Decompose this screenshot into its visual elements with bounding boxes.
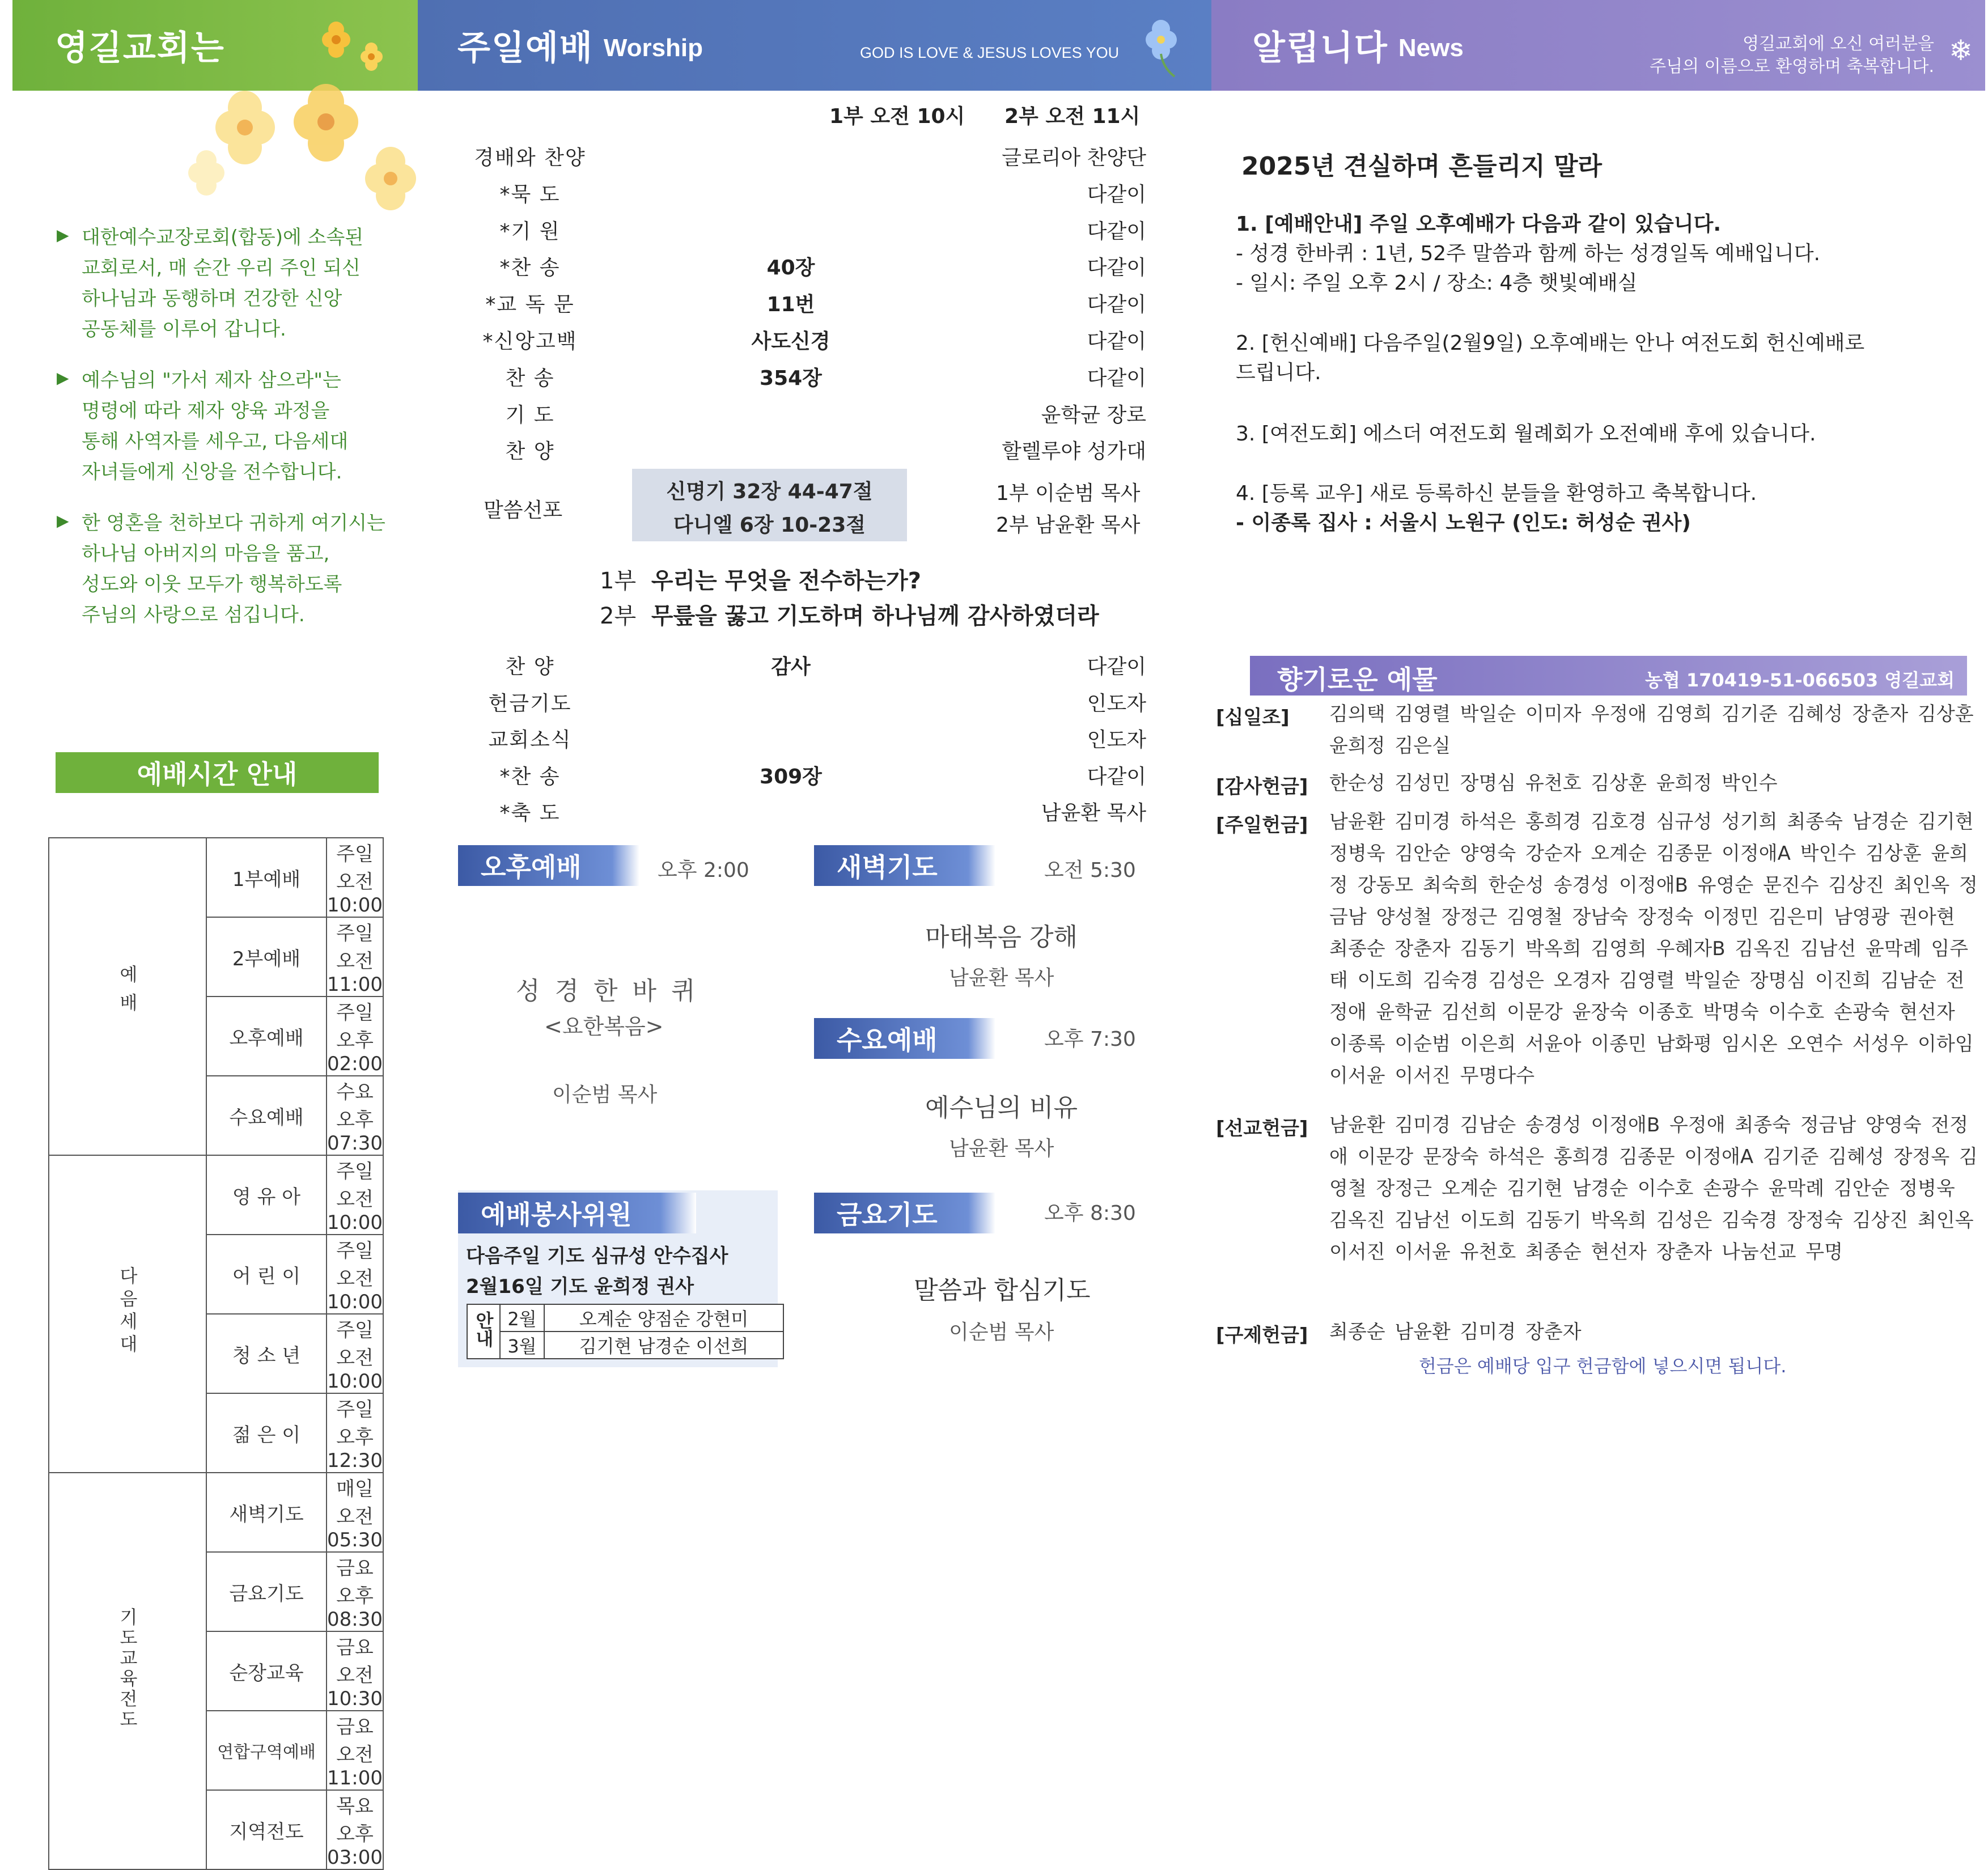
- afternoon-label: 오후예배: [458, 845, 639, 886]
- order-item: 헌금기도: [488, 692, 572, 715]
- schedule-name: 영 유 아: [206, 1155, 327, 1235]
- news-line: - 이종록 집사 : 서울시 노원구 (인도: 허성순 권사): [1236, 511, 1691, 535]
- order-leader: 다같이: [1087, 183, 1146, 206]
- table-row: [467, 1304, 783, 1332]
- sermon-title-text: 우리는 무엇을 전수하는가?: [651, 568, 921, 594]
- afternoon-sub: <요한복음>: [544, 1014, 664, 1039]
- service-time-1: 1부 오전 10시: [829, 105, 965, 128]
- welcome-text: [1650, 33, 1934, 78]
- dawn-title: 마태복음 강해: [925, 923, 1078, 952]
- order-item: 교회소식: [488, 728, 572, 752]
- news-head: 3. [여전도회] 에스더 여전도회 월례회가 오전예배 후에 있습니다.: [1236, 422, 1816, 446]
- offering-names: 남윤환 김미경 김남순 송경성 이정애B 우정애 최종숙 정금남 양영숙 전정애 이문강 문장숙 하석은 홍희경 김종문 이정애A 김기준 김혜성 장정옥 김영철 장정근 오계순 김기현 남경순 이수호 손광수 윤막례 김안순 정병욱 김옥진 김남선 이도희 김동기 박옥희 김성은 김숙경 장정숙 김상진 최인옥 이서진 이서윤 유천호 최종순 현선자 장춘자 나눔선교 무명: [1329, 1114, 1978, 1263]
- order-item: 찬 양: [505, 655, 555, 679]
- sermon-label: 말씀선포: [484, 499, 563, 522]
- order-content: 11번: [766, 293, 815, 317]
- order-content: 사도신경: [751, 330, 830, 353]
- intro-line: 하나님과 동행하며 건강한 신앙: [82, 287, 342, 310]
- afternoon-preacher: 이순범 목사: [552, 1083, 658, 1106]
- schedule-time: 주일 오전 11:00: [327, 917, 383, 997]
- dawn-label: 새벽기도: [814, 845, 995, 886]
- order-leader: 윤학균 장로: [1041, 403, 1146, 427]
- sermon-prefix: 1부: [600, 568, 637, 594]
- schedule-time: 주일 오전 10:00: [327, 1314, 383, 1393]
- order-item: *찬 송: [499, 256, 561, 280]
- order-leader: 남윤환 목사: [1041, 802, 1146, 825]
- intro-banner: [12, 0, 418, 91]
- order-content: 감사: [771, 655, 811, 679]
- scripture-box: [632, 469, 907, 541]
- schedule-time: 매일 오전 05:30: [327, 1473, 383, 1552]
- afternoon-time: 오후 2:00: [658, 859, 749, 882]
- schedule-time: 주일 오전 10:00: [327, 838, 383, 917]
- intro-line: 한 영혼을 천하보다 귀하게 여기시는: [82, 512, 385, 535]
- order-item: *묵 도: [499, 183, 561, 206]
- schedule-time: 주일 오전 10:00: [327, 1235, 383, 1314]
- sermon-title-text: 무릎을 꿇고 기도하며 하나님께 감사하였더라: [651, 603, 1099, 629]
- friday-title: 말씀과 합심기도: [914, 1276, 1091, 1305]
- schedule-name: 수요예배: [206, 1076, 327, 1155]
- news-item-3: [1236, 419, 1816, 449]
- news-line: - 일시: 주일 오후 2시 / 장소: 4층 햇빛예배실: [1236, 272, 1638, 295]
- offering-label: [감사헌금]: [1216, 775, 1308, 798]
- intro-line: 통해 사역자를 세우고, 다음세대: [82, 430, 349, 453]
- intro-bullet-3: [57, 508, 385, 630]
- schedule-name: 순장교육: [206, 1631, 327, 1711]
- news-title-en: News: [1398, 34, 1464, 62]
- order-leader: 글로리아 찬양단: [1002, 146, 1146, 169]
- flower-icon: [307, 17, 392, 79]
- schedule-time: 주일 오후 02:00: [327, 997, 383, 1076]
- snowflake-icon: ❄: [1949, 34, 1973, 67]
- order-leader: 다같이: [1087, 219, 1146, 243]
- order-leader: 다같이: [1087, 256, 1146, 280]
- order-item: 기 도: [505, 403, 555, 427]
- news-head: 2. [헌신예배] 다음주일(2월9일) 오후예배는 안나 여전도회 헌신예배로: [1236, 332, 1865, 355]
- order-leader: 다같이: [1087, 330, 1146, 353]
- news-line: 드립니다.: [1236, 361, 1321, 384]
- bank-account: 농협 170419-51-066503 영길교회: [1644, 669, 1955, 691]
- worship-title: 주일예배: [457, 28, 594, 68]
- group-label: 다음세대: [49, 1155, 206, 1473]
- schedule-time: 금요 오전 11:00: [327, 1711, 383, 1790]
- offering-label: [십일조]: [1216, 706, 1290, 729]
- order-item: 경배와 찬양: [474, 146, 586, 169]
- friday-label: 금요기도: [814, 1193, 995, 1233]
- order-item: *축 도: [499, 802, 561, 825]
- schedule-name: 연합구역예배: [206, 1711, 327, 1790]
- intro-line: 공동체를 이루어 갑니다.: [82, 318, 286, 341]
- order-item: *신앙고백: [482, 330, 578, 353]
- wednesday-title: 예수님의 비유: [925, 1093, 1078, 1122]
- order-item: *찬 송: [499, 765, 561, 788]
- worship-banner: [418, 0, 1211, 91]
- sermon-prefix: 2부: [600, 603, 637, 629]
- servants-line-2: 2월16일 기도 윤희정 권사: [466, 1275, 694, 1298]
- schedule-table: [48, 837, 384, 1870]
- schedule-name: 새벽기도: [206, 1473, 327, 1552]
- flowers-decoration: [164, 88, 419, 224]
- intro-line: 주님의 사랑으로 섬깁니다.: [82, 604, 305, 626]
- news-head: 4. [등록 교우] 새로 등록하신 분들을 환영하고 축복합니다.: [1236, 482, 1757, 505]
- table-row: [49, 1473, 383, 1552]
- news-title: 알립니다: [1252, 28, 1388, 68]
- order-content: 40장: [766, 256, 815, 280]
- schedule-name: 젊 은 이: [206, 1393, 327, 1473]
- offering-title: 향기로운 예물: [1277, 664, 1438, 695]
- schedule-title: 예배시간 안내: [56, 752, 379, 793]
- afternoon-title: 성 경 한 바 퀴: [516, 977, 699, 1006]
- sermon-title-2: [600, 598, 1099, 630]
- news-item-2: [1236, 329, 1864, 388]
- intro-line: 성도와 이웃 모두가 행복하도록: [82, 573, 342, 596]
- servants-label: 예배봉사위원: [458, 1193, 696, 1233]
- triangle-icon: ▶: [57, 511, 69, 530]
- guide-month: 2월: [500, 1304, 544, 1332]
- order-leader: 다같이: [1087, 655, 1146, 679]
- guide-table: [467, 1304, 784, 1359]
- schedule-name: 청 소 년: [206, 1314, 327, 1393]
- news-banner: [1211, 0, 1985, 91]
- news-line: - 성경 한바퀴 : 1년, 52주 말씀과 함께 하는 성경일독 예배입니다.: [1236, 242, 1821, 265]
- motto: 2025년 견실하며 흔들리지 말라: [1241, 152, 1602, 181]
- news-head: 1. [예배안내] 주일 오후예배가 다음과 같이 있습니다.: [1236, 213, 1722, 236]
- schedule-name: 오후예배: [206, 997, 327, 1076]
- friday-preacher: 이순범 목사: [949, 1321, 1054, 1344]
- preacher-2: 2부 남윤환 목사: [996, 514, 1141, 537]
- servants-line-1: 다음주일 기도 심규성 안수집사: [466, 1245, 728, 1267]
- intro-line: 교회로서, 매 순간 우리 주인 되신: [82, 257, 361, 279]
- intro-line: 명령에 따라 제자 양육 과정을: [82, 400, 330, 422]
- order-leader: 다같이: [1087, 293, 1146, 317]
- intro-bullet-2: [57, 365, 348, 487]
- offering-names: 남윤환 김미경 하석은 홍희경 김호경 심규성 성기희 최종숙 남경순 김기현 정병욱 김안순 양영숙 강순자 오계순 김종문 이정애A 박인수 김상훈 윤희정 강동모 최숙희 한순성 송경성 이정애B 유영순 문진수 김상진 최인옥 정금남 양성철 장정근 김영철 장남숙 장정숙 이정민 김은미 남영광 권아현 최종순 장춘자 김동기 박옥희 김영희 우혜자B 김옥진 김남선 윤막례 임주태 이도희 김숙경 김성은 오경자 김영렬 박일순 장명심 이진희 김남순 전정애 윤학균 김선희 이문강 윤장숙 이종호 박명숙 이수호 손광숙 현선자 이종록 이순범 이은희 서윤아 이종민 남화평 임시온 오연수 서성우 이하임 이서윤 이서진 무명다수: [1329, 811, 1978, 1087]
- scripture-2: 다니엘 6장 10-23절: [673, 514, 866, 537]
- slogan: GOD IS LOVE & JESUS LOVES YOU: [860, 44, 1120, 61]
- offering-names: 한순성 김성민 장명심 유천호 김상훈 윤희정 박인수: [1329, 772, 1778, 795]
- table-row: [49, 1155, 383, 1235]
- intro-line: 하나님 아버지의 마음을 품고,: [82, 542, 330, 565]
- service-time-2: 2부 오전 11시: [1004, 105, 1141, 128]
- guide-names: 오계순 양점순 강현미: [544, 1304, 783, 1332]
- group-label: 기도교육전도: [49, 1473, 206, 1869]
- schedule-name: 1부예배: [206, 838, 327, 917]
- wednesday-time: 오후 7:30: [1044, 1028, 1136, 1051]
- schedule-time: 수요 오후 07:30: [327, 1076, 383, 1155]
- order-item: 찬 송: [505, 366, 555, 390]
- offering-footer: 헌금은 예배당 입구 헌금함에 넣으시면 됩니다.: [1419, 1355, 1787, 1377]
- guide-month: 3월: [500, 1332, 544, 1359]
- intro-line: 대한예수교장로회(합동)에 소속된: [82, 226, 364, 249]
- intro-bullet-1: [57, 222, 363, 345]
- worship-title-en: Worship: [603, 34, 703, 62]
- schedule-name: 어 린 이: [206, 1235, 327, 1314]
- welcome-line: 주님의 이름으로 환영하며 축복합니다.: [1650, 57, 1934, 77]
- schedule-time: 금요 오후 08:30: [327, 1552, 383, 1631]
- order-item: *기 원: [499, 219, 561, 243]
- group-label: 예배: [49, 838, 206, 1155]
- order-item: 찬 양: [505, 440, 555, 464]
- wednesday-preacher: 남윤환 목사: [949, 1137, 1054, 1160]
- blue-flower-icon: [1124, 14, 1197, 82]
- schedule-time: 금요 오전 10:30: [327, 1631, 383, 1711]
- order-leader: 다같이: [1087, 765, 1146, 788]
- order-content: 309장: [760, 765, 822, 788]
- offering-label: [주일헌금]: [1216, 814, 1308, 837]
- order-item: *교 독 문: [485, 293, 575, 317]
- schedule-name: 지역전도: [206, 1790, 327, 1869]
- scripture-1: 신명기 32장 44-47절: [666, 480, 873, 503]
- news-item-1: [1236, 210, 1820, 298]
- table-row: [467, 1332, 783, 1359]
- order-leader: 인도자: [1087, 692, 1146, 715]
- welcome-line: 영길교회에 오신 여러분을: [1743, 34, 1934, 54]
- schedule-name: 금요기도: [206, 1552, 327, 1631]
- schedule-name: 2부예배: [206, 917, 327, 997]
- schedule-time: 목요 오후 03:00: [327, 1790, 383, 1869]
- table-row: [49, 838, 383, 917]
- preacher-1: 1부 이순범 목사: [996, 482, 1141, 505]
- news-item-4: [1236, 479, 1757, 538]
- order-leader: 할렐루야 성가대: [1002, 440, 1146, 464]
- guide-label: 안내: [467, 1304, 500, 1359]
- offering-names: 최종순 남윤환 김미경 장춘자: [1329, 1321, 1582, 1343]
- sermon-title-1: [600, 563, 921, 595]
- offering-names: 김의택 김영렬 박일순 이미자 우정애 김영희 김기준 김혜성 장춘자 김상훈 윤희정 김은실: [1329, 703, 1974, 757]
- order-leader: 인도자: [1087, 728, 1146, 752]
- friday-time: 오후 8:30: [1044, 1202, 1136, 1225]
- intro-line: 자녀들에게 신앙을 전수합니다.: [82, 461, 342, 484]
- order-leader: 다같이: [1087, 366, 1146, 390]
- wednesday-label: 수요예배: [814, 1018, 995, 1059]
- intro-title: 영길교회는: [55, 28, 225, 68]
- offering-bar: [1250, 656, 1967, 696]
- dawn-preacher: 남윤환 목사: [949, 966, 1054, 990]
- guide-names: 김기현 남경순 이선희: [544, 1332, 783, 1359]
- triangle-icon: ▶: [57, 368, 69, 387]
- offering-label: [선교헌금]: [1216, 1117, 1308, 1140]
- intro-line: 예수님의 "가서 제자 삼으라"는: [82, 369, 341, 392]
- schedule-time: 주일 오전 10:00: [327, 1155, 383, 1235]
- offering-label: [구제헌금]: [1216, 1324, 1308, 1347]
- dawn-time: 오전 5:30: [1044, 859, 1136, 882]
- order-content: 354장: [760, 366, 822, 390]
- triangle-icon: ▶: [57, 226, 69, 244]
- schedule-time: 주일 오후 12:30: [327, 1393, 383, 1473]
